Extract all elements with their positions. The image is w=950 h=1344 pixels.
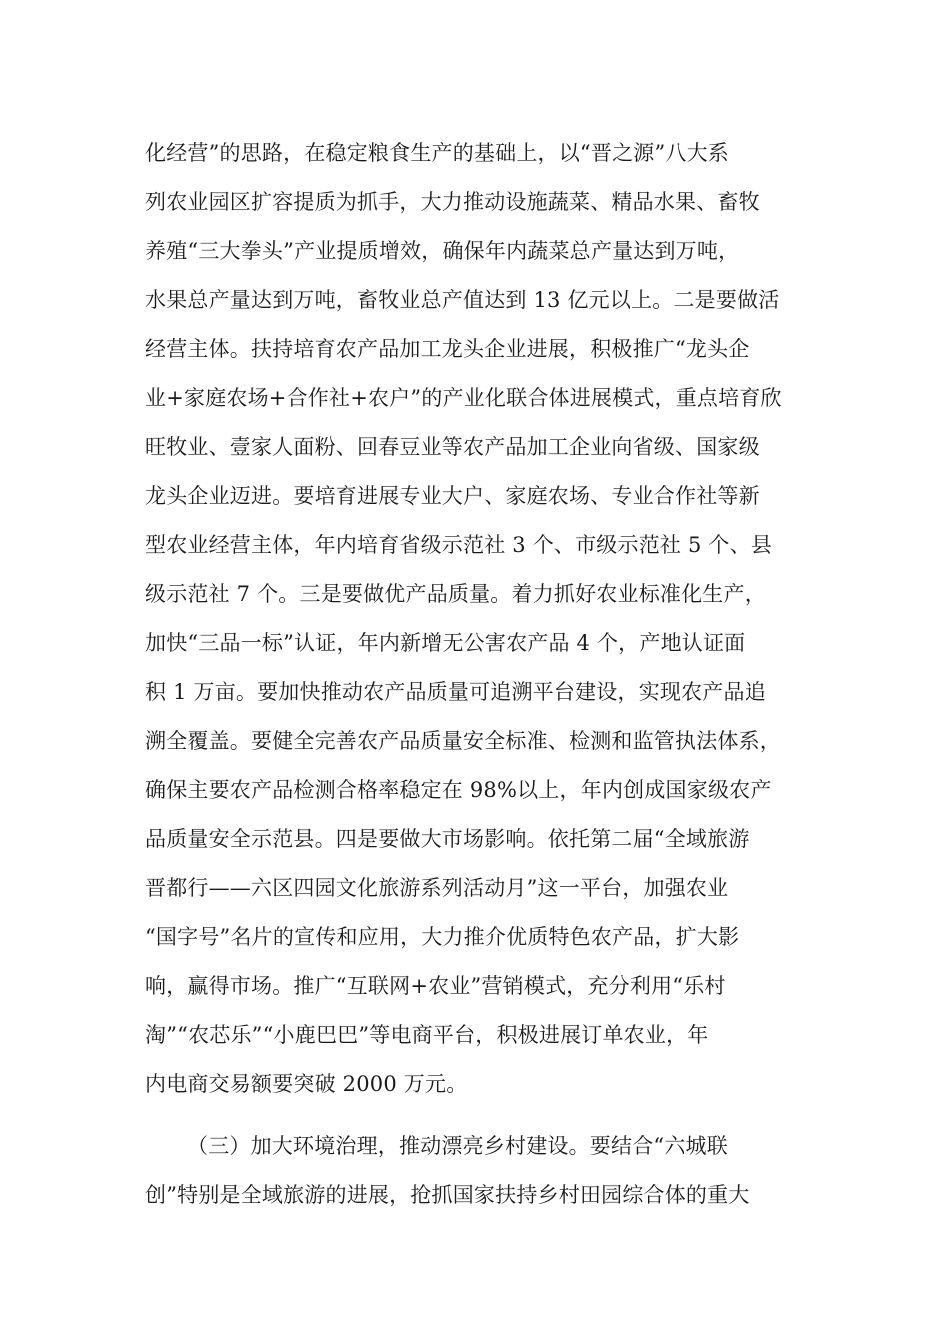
text-line: 积 1 万亩。要加快推动农产品质量可追溯平台建设，实现农产品追	[145, 680, 766, 704]
text-line: 龙头企业迈进。要培育进展专业大户、家庭农场、专业合作社等新	[145, 484, 760, 508]
section-heading-line: （三）加大环境治理，推动漂亮乡村建设。要结合“六城联	[187, 1134, 728, 1158]
text-line: 淘”“农芯乐”“小鹿巴巴”等电商平台，积极进展订单农业，年	[145, 1023, 709, 1047]
text-line: 列农业园区扩容提质为抓手，大力推动设施蔬菜、精品水果、畜牧	[145, 190, 760, 214]
text-line: 养殖“三大拳头”产业提质增效，确保年内蔬菜总产量达到万吨，	[145, 239, 740, 263]
text-line: 创”特别是全域旅游的进展，抢抓国家扶持乡村田园综合体的重大	[145, 1183, 750, 1207]
text-line: 型农业经营主体，年内培育省级示范社 3 个、市级示范社 5 个、县	[145, 533, 773, 557]
text-line: 旺牧业、壹家人面粉、回春豆业等农产品加工企业向省级、国家级	[145, 435, 760, 459]
text-line: “国字号”名片的宣传和应用，大力推介优质特色农产品，扩大影	[145, 925, 740, 949]
text-line: 加快“三品一标”认证，年内新增无公害农产品 4 个，产地认证面	[145, 631, 746, 655]
text-line: 内电商交易额要突破 2000 万元。	[145, 1072, 468, 1096]
text-line: 溯全覆盖。要健全完善农产品质量安全标准、检测和监管执法体系，	[145, 729, 781, 753]
text-line: 晋都行——六区四园文化旅游系列活动月”这一平台，加强农业	[145, 876, 729, 900]
text-line: 水果总产量达到万吨，畜牧业总产值达到 13 亿元以上。二是要做活	[145, 288, 780, 312]
text-line: 化经营”的思路，在稳定粮食生产的基础上，以“晋之源”八大系	[145, 141, 730, 165]
text-line: 品质量安全示范县。四是要做大市场影响。依托第二届“全域旅游	[145, 827, 750, 851]
text-line: 确保主要农产品检测合格率稳定在 98%以上，年内创成国家级农产	[145, 778, 772, 802]
text-line: 级示范社 7 个。三是要做优产品质量。着力抓好农业标准化生产，	[145, 582, 766, 606]
text-line: 经营主体。扶持培育农产品加工龙头企业进展，积极推广“龙头企	[145, 337, 750, 361]
text-line: 业+家庭农场+合作社+农户”的产业化联合体进展模式，重点培育欣	[145, 386, 782, 410]
text-line: 响，赢得市场。推广“互联网+农业”营销模式，充分利用“乐村	[145, 974, 726, 998]
